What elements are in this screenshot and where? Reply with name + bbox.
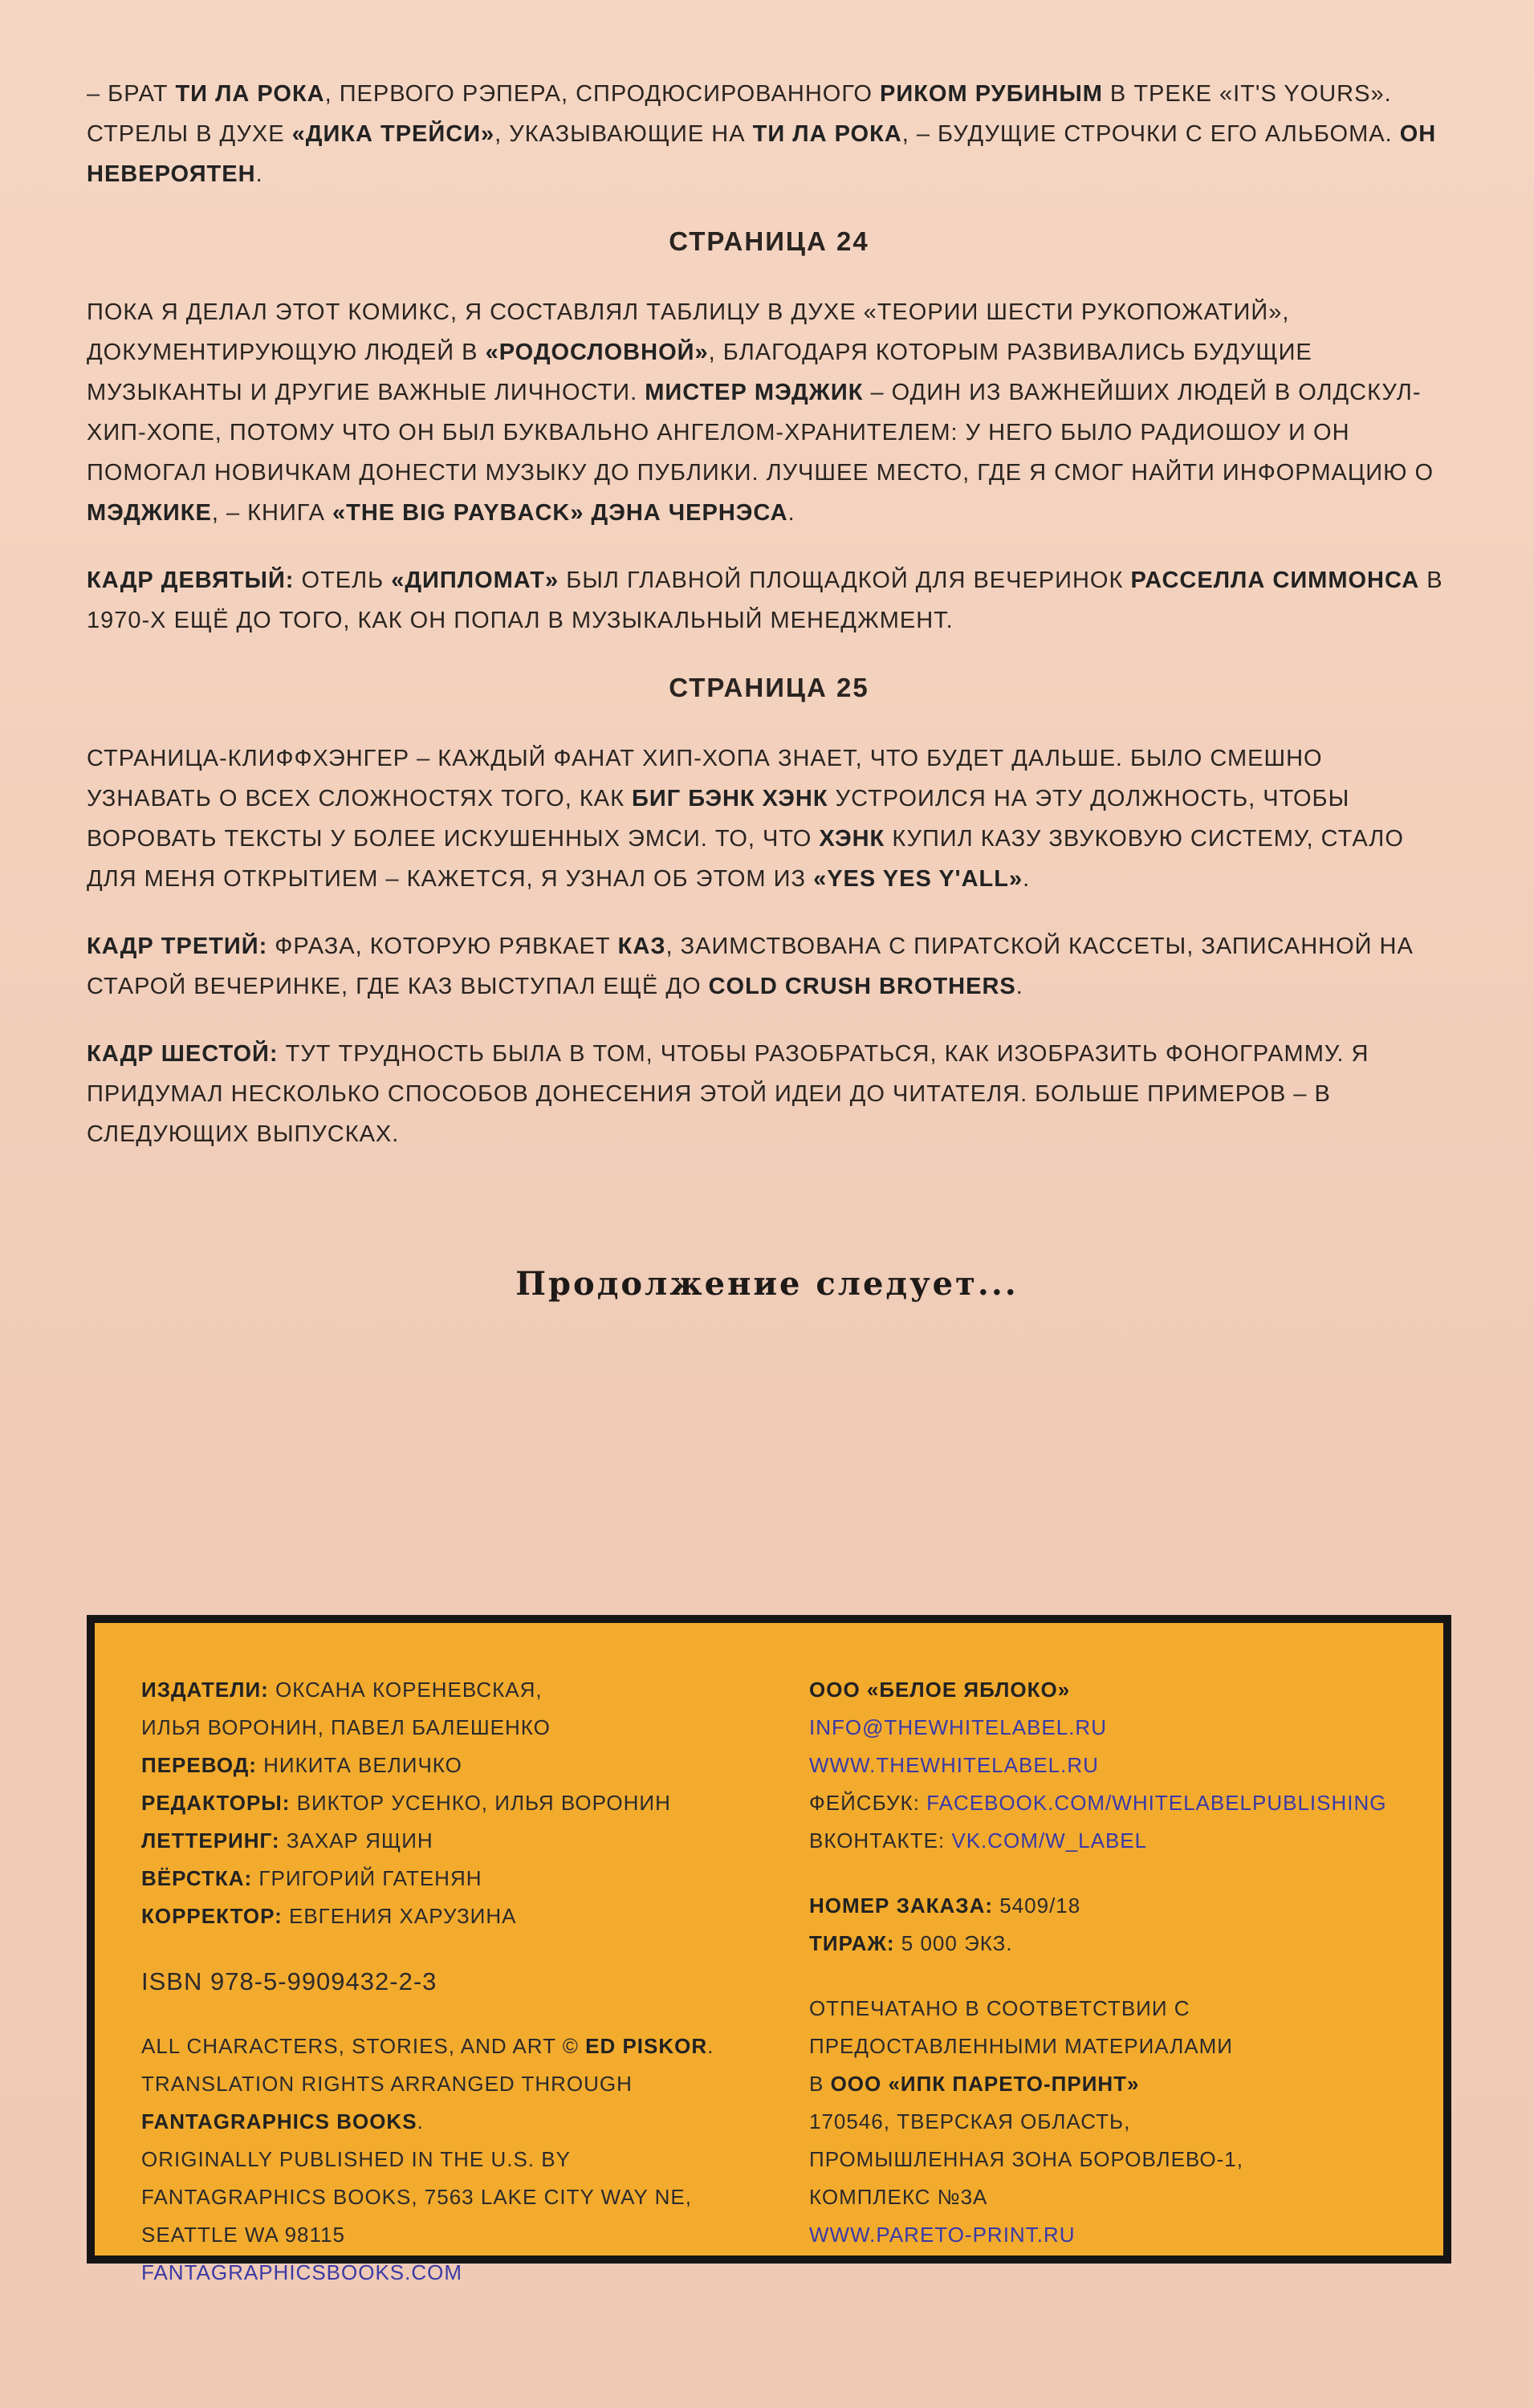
text: , ПЕРВОГО РЭПЕРА, СПРОДЮСИРОВАННОГО — [324, 81, 881, 107]
credit-value: . — [417, 2109, 424, 2133]
panel-label: КАДР ШЕСТОЙ: — [87, 1041, 279, 1067]
spacer — [809, 1963, 1435, 1990]
text: ТУТ ТРУДНОСТЬ БЫЛА В ТОМ, ЧТОБЫ РАЗОБРАТЬСЯ, КАК ИЗОБРАЗИТЬ ФОНОГРАММУ. Я ПРИДУМАЛ НЕСКОЛЬКО СПОСОБОВ ДОНЕСЕНИЯ ЭТОЙ ИДЕИ ДО ЧИТАТЕЛЯ. БОЛЬШЕ ПРИМЕРОВ – В СЛЕДУЮЩИХ ВЫПУСКАХ. — [87, 1041, 1369, 1147]
panel-label: КАДР ДЕВЯТЫЙ: — [87, 567, 295, 593]
credit-line — [809, 1925, 1435, 1963]
credit-line — [141, 1709, 783, 1747]
facebook-link[interactable]: FACEBOOK.COM/WHITELABELPUBLISHING — [926, 1791, 1387, 1815]
bold-name: РИКОМ РУБИНЫМ — [880, 81, 1103, 107]
credits-right-column — [809, 1671, 1435, 2254]
credit-value: ИЛЬЯ ВОРОНИН, ПАВЕЛ БАЛЕШЕНКО — [141, 1715, 551, 1739]
credit-value: В — [809, 2072, 831, 2096]
paragraph — [87, 292, 1451, 533]
company-name: ООО «БЕЛОЕ ЯБЛОКО» — [809, 1678, 1071, 1702]
bold-name: ХЭНК — [819, 826, 885, 852]
panel-label: КАДР ТРЕТИЙ: — [87, 934, 268, 959]
bold-name: КАЗ — [617, 934, 666, 959]
credit-line: TRANSLATION RIGHTS ARRANGED THROUGH — [141, 2072, 633, 2096]
to-be-continued: Продолжение следует... — [515, 1265, 1019, 1303]
bold-name: ТИ ЛА РОКА — [175, 81, 325, 107]
bold-name: РАССЕЛЛА СИММОНСА — [1130, 567, 1420, 593]
text: ФРАЗА, КОТОРУЮ РЯВКАЕТ — [267, 934, 618, 959]
credit-line: ОТПЕЧАТАНО В СООТВЕТСТВИИ С — [809, 1996, 1190, 2020]
bold-name: БИГ БЭНК ХЭНК — [632, 786, 828, 811]
vk-link[interactable]: VK.COM/W_LABEL — [951, 1828, 1148, 1853]
notes-text — [87, 74, 1451, 1182]
credits-left-column — [141, 1671, 783, 2292]
text: УСТРОИЛСЯ НА ЭТУ ДОЛЖНОСТЬ, ЧТОБЫ ВОРОВАТЬ ТЕКСТЫ У БОЛЕЕ ИСКУШЕННЫХ ЭМСИ. ТО, ЧТО — [87, 786, 1350, 852]
text: БЫЛ ГЛАВНОЙ ПЛОЩАДКОЙ ДЛЯ ВЕЧЕРИНОК — [559, 567, 1131, 593]
section-heading: СТРАНИЦА 25 — [669, 673, 869, 702]
fantagraphics-link[interactable]: FANTAGRAPHICSBOOKS.COM — [141, 2260, 463, 2284]
credit-line: ПРЕДОСТАВЛЕННЫМИ МАТЕРИАЛАМИ — [809, 2034, 1233, 2058]
website-link[interactable]: WWW.THEWHITELABEL.RU — [809, 1753, 1099, 1777]
credit-label: ИЗДАТЕЛИ: — [141, 1678, 269, 1702]
text: , УКАЗЫВАЮЩИЕ НА — [494, 121, 753, 147]
text: ОТЕЛЬ — [294, 567, 392, 593]
credit-line — [141, 1822, 783, 1860]
credit-label: ВКОНТАКТЕ: — [809, 1828, 952, 1853]
credit-value: НИКИТА ВЕЛИЧКО — [256, 1753, 462, 1777]
credit-line — [141, 1747, 783, 1784]
bold-name: «РОДОСЛОВНОЙ» — [485, 340, 709, 365]
text: . — [255, 161, 263, 187]
spacer — [141, 2000, 783, 2028]
bold-name: «ДИКА ТРЕЙСИ» — [291, 121, 495, 147]
text: , – БУДУЩИЕ СТРОЧКИ С ЕГО АЛЬБОМА. — [901, 121, 1400, 147]
bold-name: ТИ ЛА РОКА — [752, 121, 902, 147]
credit-line — [141, 1784, 783, 1822]
spacer — [141, 1935, 783, 1963]
credit-label: ED PISKOR — [585, 2034, 708, 2058]
credit-line — [141, 1860, 783, 1898]
credit-value: ВИКТОР УСЕНКО, ИЛЬЯ ВОРОНИН — [290, 1791, 671, 1815]
spacer — [809, 1860, 1435, 1887]
credit-line — [809, 1671, 1435, 1709]
bold-name: «THE BIG PAYBACK» ДЭНА ЧЕРНЭСА — [332, 500, 788, 526]
email-link[interactable]: INFO@THEWHITELABEL.RU — [809, 1715, 1107, 1739]
bold-name: МИСТЕР МЭДЖИК — [645, 380, 864, 405]
isbn: ISBN 978-5-9909432-2-3 — [141, 1967, 437, 1995]
text: , БЛАГОДАРЯ КОТОРЫМ РАЗВИВАЛИСЬ БУДУЩИЕ МУЗЫКАНТЫ И ДРУГИЕ ВАЖНЫЕ ЛИЧНОСТИ. — [87, 340, 1312, 405]
credit-value: 5409/18 — [993, 1893, 1081, 1918]
credit-line — [809, 2065, 1435, 2103]
paragraph — [87, 74, 1451, 194]
text: . — [787, 500, 795, 526]
bold-name: COLD CRUSH BROTHERS — [708, 974, 1016, 999]
credit-line: FANTAGRAPHICS BOOKS, 7563 LAKE CITY WAY NE, — [141, 2185, 692, 2209]
credit-label: ТИРАЖ: — [809, 1931, 895, 1955]
credit-line — [141, 1671, 783, 1709]
credit-line — [809, 1822, 1435, 1860]
paragraph — [87, 1034, 1451, 1154]
text: , – КНИГА — [211, 500, 332, 526]
text: – БРАТ — [87, 81, 176, 107]
text: , ЗАИМСТВОВАНА С ПИРАТСКОЙ КАССЕТЫ, ЗАПИСАННОЙ НА СТАРОЙ ВЕЧЕРИНКЕ, ГДЕ КАЗ ВЫСТУПАЛ ЕЩЁ ДО — [87, 934, 1414, 999]
text: . — [1023, 866, 1031, 892]
credit-line — [809, 1887, 1435, 1925]
credit-value: ЗАХАР ЯЩИН — [279, 1828, 433, 1853]
text: В ТРЕКЕ «IT'S YOURS». СТРЕЛЫ В ДУХЕ — [87, 81, 1392, 147]
paragraph — [87, 738, 1451, 899]
credit-label: ЛЕТТЕРИНГ: — [141, 1828, 280, 1853]
credit-line: SEATTLE WA 98115 — [141, 2223, 345, 2247]
bold-name: МЭДЖИКЕ — [87, 500, 212, 526]
credit-line — [809, 1784, 1435, 1822]
credit-label: РЕДАКТОРЫ: — [141, 1791, 291, 1815]
credit-value: ГРИГОРИЙ ГАТЕНЯН — [252, 1866, 482, 1890]
credit-label: ВЁРСТКА: — [141, 1866, 253, 1890]
credit-line: КОМПЛЕКС №3А — [809, 2185, 988, 2209]
section-heading: СТРАНИЦА 24 — [669, 226, 869, 256]
printer-link[interactable]: WWW.PARETO-PRINT.RU — [809, 2223, 1076, 2247]
credit-label: НОМЕР ЗАКАЗА: — [809, 1893, 993, 1918]
credit-label: ПЕРЕВОД: — [141, 1753, 257, 1777]
credit-value: 5 000 ЭКЗ. — [894, 1931, 1013, 1955]
credit-line: 170546, ТВЕРСКАЯ ОБЛАСТЬ, — [809, 2109, 1131, 2133]
text: ПОКА Я ДЕЛАЛ ЭТОТ КОМИКС, Я СОСТАВЛЯЛ ТАБЛИЦУ В ДУХЕ «ТЕОРИИ ШЕСТИ РУКОПОЖАТИЙ», ДОКУМЕНТИРУЮЩУЮ ЛЮДЕЙ В — [87, 299, 1290, 365]
paragraph — [87, 560, 1451, 641]
text: В 1970-Х ЕЩЁ ДО ТОГО, КАК ОН ПОПАЛ В МУЗЫКАЛЬНЫЙ МЕНЕДЖМЕНТ. — [87, 567, 1443, 633]
text: . — [1015, 974, 1023, 999]
credit-value: ОКСАНА КОРЕНЕВСКАЯ, — [268, 1678, 543, 1702]
text: – ОДИН ИЗ ВАЖНЕЙШИХ ЛЮДЕЙ В ОЛДСКУЛ-ХИП-ХОПЕ, ПОТОМУ ЧТО ОН БЫЛ БУКВАЛЬНО АНГЕЛОМ-ХРАНИТЕЛЕМ: У НЕГО БЫЛО РАДИОШОУ И ОН ПОМОГАЛ НОВИЧКАМ ДОНЕСТИ МУЗЫКУ ДО ПУБЛИКИ. ЛУЧШЕЕ МЕСТО, ГДЕ Я СМОГ НАЙТИ ИНФОРМАЦИЮ О — [87, 380, 1434, 486]
credit-line: ПРОМЫШЛЕННАЯ ЗОНА БОРОВЛЕВО-1, — [809, 2147, 1243, 2171]
credit-value: ALL CHARACTERS, STORIES, AND ART © — [141, 2034, 586, 2058]
credit-line — [141, 2103, 783, 2141]
credit-value: ЕВГЕНИЯ ХАРУЗИНА — [282, 1904, 517, 1928]
text: СТРАНИЦА-КЛИФФХЭНГЕР – КАЖДЫЙ ФАНАТ ХИП-ХОПА ЗНАЕТ, ЧТО БУДЕТ ДАЛЬШЕ. БЫЛО СМЕШНО УЗНАВАТЬ О ВСЕХ СЛОЖНОСТЯХ ТОГО, КАК — [87, 746, 1323, 811]
bold-name: ОН НЕВЕРОЯТЕН — [87, 121, 1437, 187]
bold-name: «ДИПЛОМАТ» — [391, 567, 559, 593]
credit-line: ORIGINALLY PUBLISHED IN THE U.S. BY — [141, 2147, 571, 2171]
credit-line — [141, 1898, 783, 1935]
bold-name: «YES YES Y'ALL» — [813, 866, 1023, 892]
credit-label: FANTAGRAPHICS BOOKS — [141, 2109, 417, 2133]
paragraph — [87, 926, 1451, 1007]
credit-label: ФЕЙСБУК: — [809, 1791, 927, 1815]
text: КУПИЛ КАЗУ ЗВУКОВУЮ СИСТЕМУ, СТАЛО ДЛЯ МЕНЯ ОТКРЫТИЕМ – КАЖЕТСЯ, Я УЗНАЛ ОБ ЭТОМ ИЗ — [87, 826, 1404, 892]
credit-line — [141, 2028, 783, 2065]
credits-box — [87, 1615, 1451, 2284]
credit-label: КОРРЕКТОР: — [141, 1904, 283, 1928]
credit-value: . — [707, 2034, 714, 2058]
credit-label: ООО «ИПК ПАРЕТО-ПРИНТ» — [830, 2072, 1140, 2096]
